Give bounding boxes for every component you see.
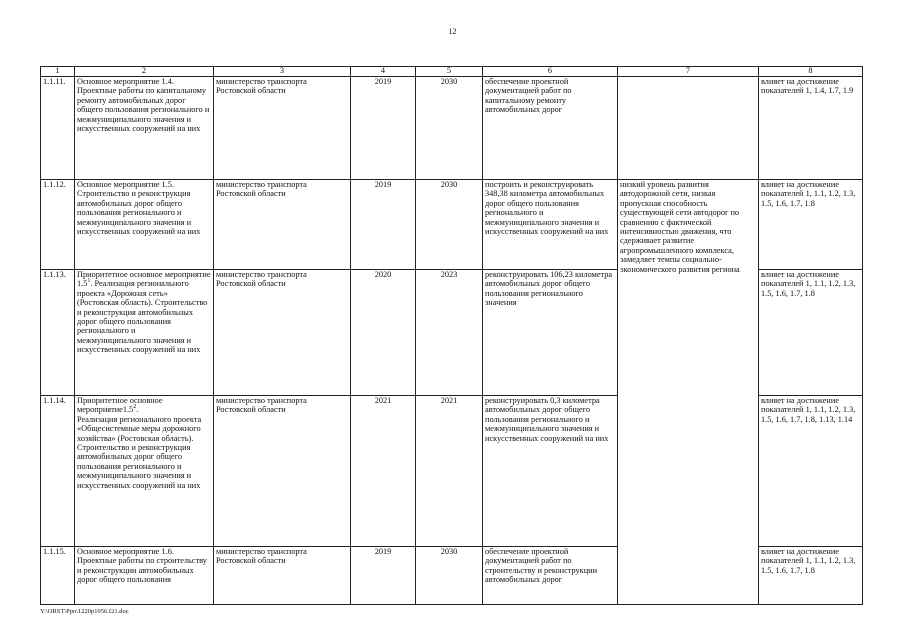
expected-result: обеспечение проектной документацией работ по строительству и реконструкции автомобильных дорог: [483, 547, 618, 605]
col-header-2: 2: [75, 67, 214, 77]
indicators: влияет на достижение показателей 1, 1.1, 1.2, 1.3, 1.5, 1.6, 1.7, 1.8: [759, 547, 863, 605]
end-year: 2030: [416, 180, 483, 270]
event-name: Основное мероприятие 1.5. Строительство и реконструкция автомобильных дорог общего пользования регионального и межмуниципального значения и искусственных сооружений на них: [75, 180, 214, 270]
expected-result: обеспечение проектной документацией работ по капитальному ремонту автомобильных дорог: [483, 77, 618, 180]
executor: министерство транспорта Ростовской области: [214, 180, 351, 270]
event-name: Основное мероприятие 1.6. Проектные работы по строительству и реконструкции автомобильных дорог общего пользования: [75, 547, 214, 605]
start-year: 2021: [351, 396, 416, 547]
table-row: [41, 180, 863, 270]
footnote-mark: 1: [87, 278, 91, 285]
col-header-5: 5: [416, 67, 483, 77]
row-number: 1.1.15.: [41, 547, 75, 605]
event-name: Основное мероприятие 1.4. Проектные работы по капитальному ремонту автомобильных дорог общего пользования регионального и межмуниципального значения и искусственных сооружений на них: [75, 77, 214, 180]
indicators: влияет на достижение показателей 1, 1.1, 1.2, 1.3, 1.5, 1.6, 1.7, 1.8, 1.13, 1.14: [759, 396, 863, 547]
consequences-empty: [618, 77, 759, 180]
indicators: влияет на достижение показателей 1, 1.1, 1.2, 1.3, 1.5, 1.6, 1.7, 1.8: [759, 270, 863, 396]
start-year: 2020: [351, 270, 416, 396]
event-name-text-cont: . Реализация регионального проекта «Общесистемные меры дорожного хозяйства» (Ростовская область). Строительство и реконструкция автомобильных дорог общего пользования регионального и межмуниципального значения и искусственных сооружений на них: [77, 405, 202, 490]
col-header-1: 1: [41, 67, 75, 77]
indicators: влияет на достижение показателей 1, 1.4, 1.7, 1.9: [759, 77, 863, 180]
event-name: [75, 270, 214, 396]
file-path-footer: Y:\ORST\Ppo\1220p1056.f21.doc: [40, 608, 129, 615]
event-name: [75, 396, 214, 547]
col-header-4: 4: [351, 67, 416, 77]
end-year: 2021: [416, 396, 483, 547]
row-number: 1.1.13.: [41, 270, 75, 396]
event-name-text: Приоритетное основное мероприятие 1.5: [77, 270, 211, 289]
col-header-3: 3: [214, 67, 351, 77]
footnote-mark: 2: [133, 404, 137, 411]
indicators: влияет на достижение показателей 1, 1.1, 1.2, 1.3, 1.5, 1.6, 1.7, 1.8: [759, 180, 863, 270]
executor: министерство транспорта Ростовской области: [214, 396, 351, 547]
program-table: [40, 66, 863, 605]
col-header-8: 8: [759, 67, 863, 77]
row-number: 1.1.11.: [41, 77, 75, 180]
end-year: 2030: [416, 77, 483, 180]
expected-result: реконструировать 0,3 километра автомобильных дорог общего пользования регионального и межмуниципального значения и искусственных сооружений на них: [483, 396, 618, 547]
end-year: 2023: [416, 270, 483, 396]
event-name-text-cont: . Реализация регионального проекта «Дорожная сеть» (Ростовская область). Строительство и реконструкция автомобильных дорог общего пользования регионального и межмуниципального значения и искусственных сооружений на них: [77, 279, 208, 355]
executor: министерство транспорта Ростовской области: [214, 270, 351, 396]
consequences: низкий уровень развития автодорожной сети, низкая пропускная способность существующей сети автодорог по сравнению с фактической интенсивностью движения, что сдерживает развитие агропромышленного комплекса, замедляет темпы социально-экономического развития региона: [618, 180, 759, 605]
row-number: 1.1.14.: [41, 396, 75, 547]
expected-result: построить и реконструировать 348,38 километра автомобильных дорог общего пользования регионального и межмуниципального значения и искусственных сооружений на них: [483, 180, 618, 270]
expected-result: реконструировать 106,23 километра автомобильных дорог общего пользования регионального значения: [483, 270, 618, 396]
start-year: 2019: [351, 77, 416, 180]
page-number: 12: [448, 27, 457, 36]
end-year: 2030: [416, 547, 483, 605]
column-numbers-row: [41, 67, 863, 77]
col-header-6: 6: [483, 67, 618, 77]
col-header-7: 7: [618, 67, 759, 77]
start-year: 2019: [351, 547, 416, 605]
start-year: 2019: [351, 180, 416, 270]
event-name-text: Приоритетное основное мероприятие1.5: [77, 396, 163, 415]
row-number: 1.1.12.: [41, 180, 75, 270]
table-row: [41, 77, 863, 180]
executor: министерство транспорта Ростовской области: [214, 77, 351, 180]
executor: министерство транспорта Ростовской области: [214, 547, 351, 605]
